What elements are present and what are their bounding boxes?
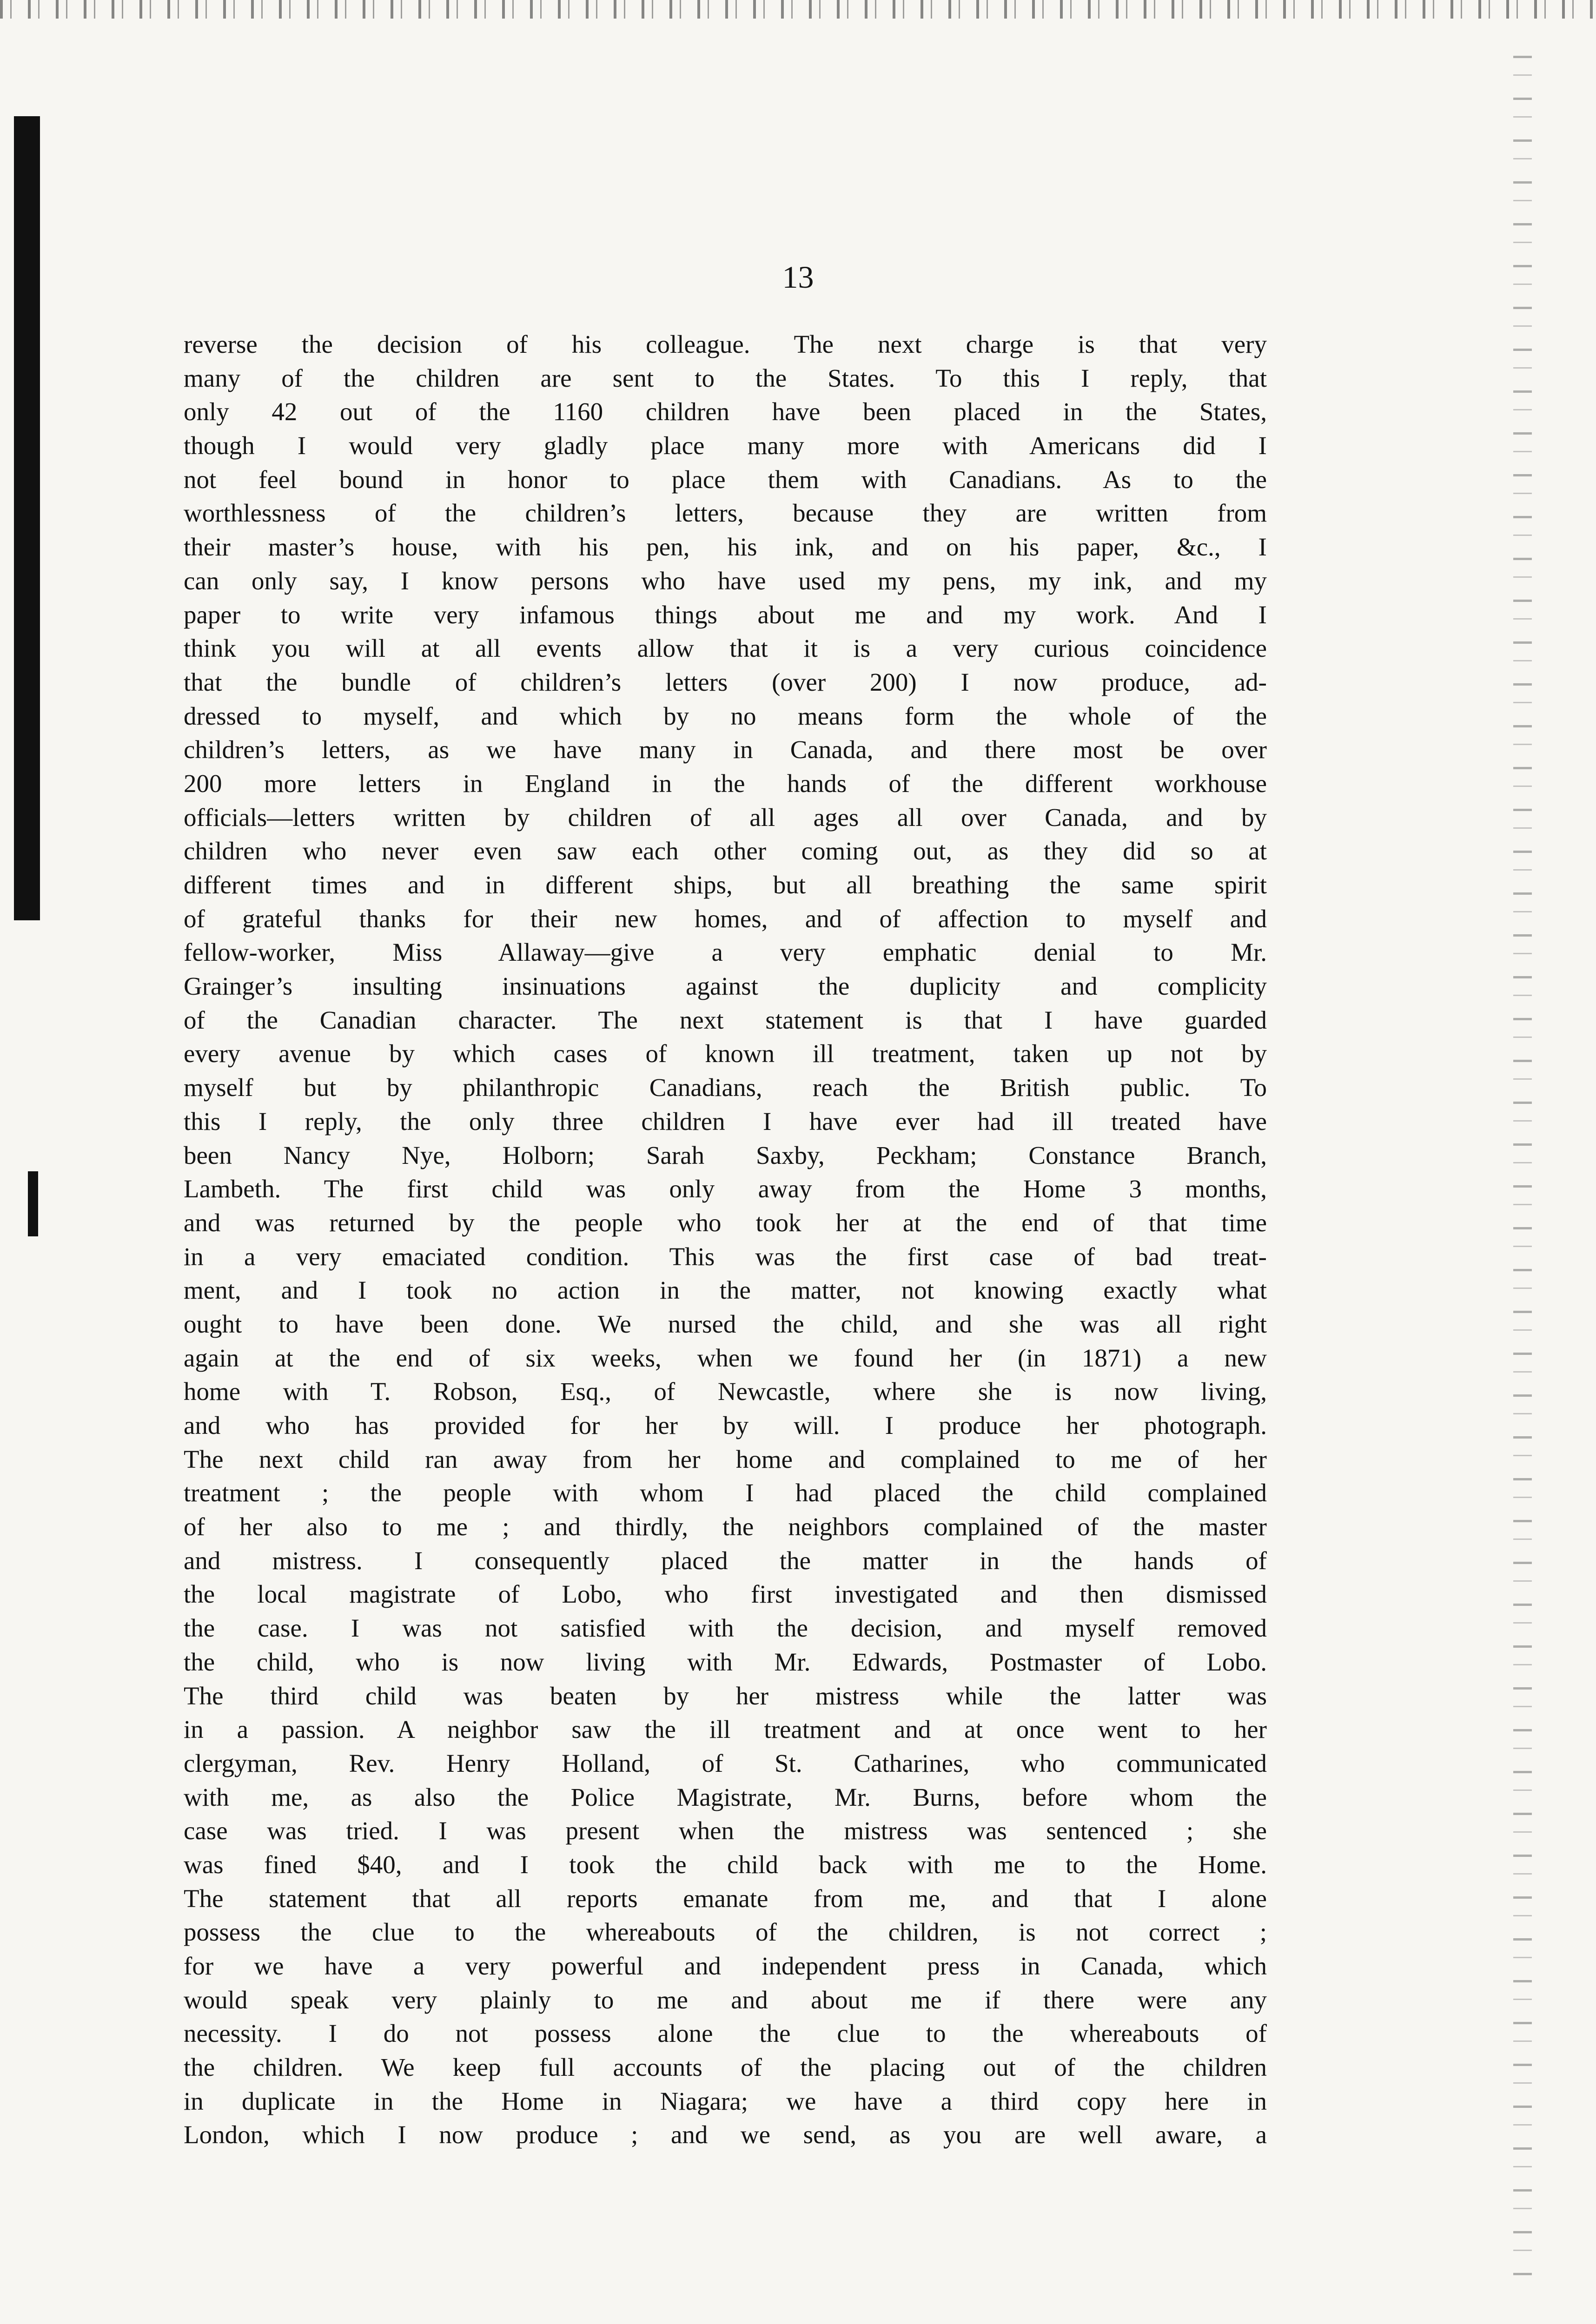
text-line: case was tried. I was present when the mistress was sentenced ; she: [184, 1816, 1267, 1845]
text-line: worthlessness of the children’s letters, because they are written from: [184, 499, 1267, 528]
text-line: The next child ran away from her home and complained to me of her: [184, 1445, 1267, 1473]
text-line: that the bundle of children’s letters (over 200) I now produce, ad-: [184, 667, 1267, 696]
text-line: not feel bound in honor to place them with Canadians. As to the: [184, 465, 1267, 494]
text-line: this I reply, the only three children I have ever had ill treated have: [184, 1107, 1267, 1136]
text-line: the children. We keep full accounts of the placing out of the children: [184, 2053, 1267, 2082]
text-line: and who has provided for her by will. I produce her photograph.: [184, 1411, 1267, 1439]
text-line: can only say, I know persons who have used my pens, my ink, and my: [184, 566, 1267, 595]
text-line: of her also to me ; and thirdly, the neighbors complained of the master: [184, 1512, 1267, 1541]
text-line: the child, who is now living with Mr. Edwards, Postmaster of Lobo.: [184, 1647, 1267, 1676]
text-line: reverse the decision of his colleague. The next charge is that very: [184, 330, 1267, 358]
text-line: every avenue by which cases of known ill treatment, taken up not by: [184, 1039, 1267, 1068]
text-line: for we have a very powerful and independent press in Canada, which: [184, 1952, 1267, 1980]
text-line: and mistress. I consequently placed the matter in the hands of: [184, 1546, 1267, 1575]
binding-margin-bar: [14, 116, 40, 920]
text-line: in duplicate in the Home in Niagara; we have a third copy here in: [184, 2086, 1267, 2115]
text-line: Lambeth. The first child was only away from the Home 3 months,: [184, 1175, 1267, 1203]
text-line: the local magistrate of Lobo, who first investigated and then dismissed: [184, 1580, 1267, 1609]
text-line: been Nancy Nye, Holborn; Sarah Saxby, Peckham; Constance Branch,: [184, 1141, 1267, 1169]
text-line: the case. I was not satisfied with the decision, and myself removed: [184, 1614, 1267, 1643]
text-line: children who never even saw each other coming out, as they did so at: [184, 837, 1267, 865]
text-line: home with T. Robson, Esq., of Newcastle, where she is now living,: [184, 1377, 1267, 1406]
text-line: in a passion. A neighbor saw the ill treatment and at once went to her: [184, 1715, 1267, 1744]
text-line: would speak very plainly to me and about me if there were any: [184, 1985, 1267, 2014]
text-line: Grainger’s insulting insinuations against the duplicity and complicity: [184, 972, 1267, 1001]
text-line: ment, and I took no action in the matter, not knowing exactly what: [184, 1276, 1267, 1305]
binding-margin-mark: [28, 1171, 38, 1236]
text-line: think you will at all events allow that it is a very curious coincidence: [184, 634, 1267, 663]
text-line: though I would very gladly place many more with Americans did I: [184, 431, 1267, 460]
scan-edge-right: [1513, 56, 1532, 2287]
text-line: The third child was beaten by her mistress while the latter was: [184, 1681, 1267, 1710]
text-line: London, which I now produce ; and we send, as you are well aware, a: [184, 2120, 1267, 2149]
text-line: myself but by philanthropic Canadians, reach the British public. To: [184, 1073, 1267, 1102]
text-line: The statement that all reports emanate from me, and that I alone: [184, 1884, 1267, 1913]
text-line: dressed to myself, and which by no means form the whole of the: [184, 701, 1267, 730]
text-line: only 42 out of the 1160 children have been placed in the States,: [184, 397, 1267, 426]
text-line: clergyman, Rev. Henry Holland, of St. Catharines, who communicated: [184, 1749, 1267, 1777]
text-line: possess the clue to the whereabouts of the children, is not correct ;: [184, 1918, 1267, 1947]
text-line: necessity. I do not possess alone the clue to the whereabouts of: [184, 2019, 1267, 2048]
text-line: 200 more letters in England in the hands of the different workhouse: [184, 769, 1267, 798]
text-line: fellow-worker, Miss Allaway—give a very emphatic denial to Mr.: [184, 938, 1267, 967]
text-line: children’s letters, as we have many in Canada, and there most be over: [184, 735, 1267, 764]
text-line: of the Canadian character. The next statement is that I have guarded: [184, 1005, 1267, 1034]
text-line: in a very emaciated condition. This was the first case of bad treat-: [184, 1242, 1267, 1271]
text-line: paper to write very infamous things about me and my work. And I: [184, 600, 1267, 629]
text-line: of grateful thanks for their new homes, and of affection to myself and: [184, 904, 1267, 933]
scan-edge-top: [0, 0, 1596, 19]
text-line: their master’s house, with his pen, his ink, and on his paper, &c., I: [184, 533, 1267, 561]
text-line: was fined $40, and I took the child back with me to the Home.: [184, 1850, 1267, 1879]
text-line: and was returned by the people who took her at the end of that time: [184, 1208, 1267, 1237]
text-line: many of the children are sent to the States. To this I reply, that: [184, 363, 1267, 392]
page-number: 13: [782, 259, 814, 295]
text-line: treatment ; the people with whom I had placed the child complained: [184, 1479, 1267, 1507]
text-line: different times and in different ships, but all breathing the same spirit: [184, 871, 1267, 899]
text-line: ought to have been done. We nursed the child, and she was all right: [184, 1309, 1267, 1338]
text-line: again at the end of six weeks, when we found her (in 1871) a new: [184, 1343, 1267, 1372]
body-text: [184, 328, 1267, 2152]
text-line: officials—letters written by children of all ages all over Canada, and by: [184, 803, 1267, 832]
text-line: with me, as also the Police Magistrate, Mr. Burns, before whom the: [184, 1783, 1267, 1811]
